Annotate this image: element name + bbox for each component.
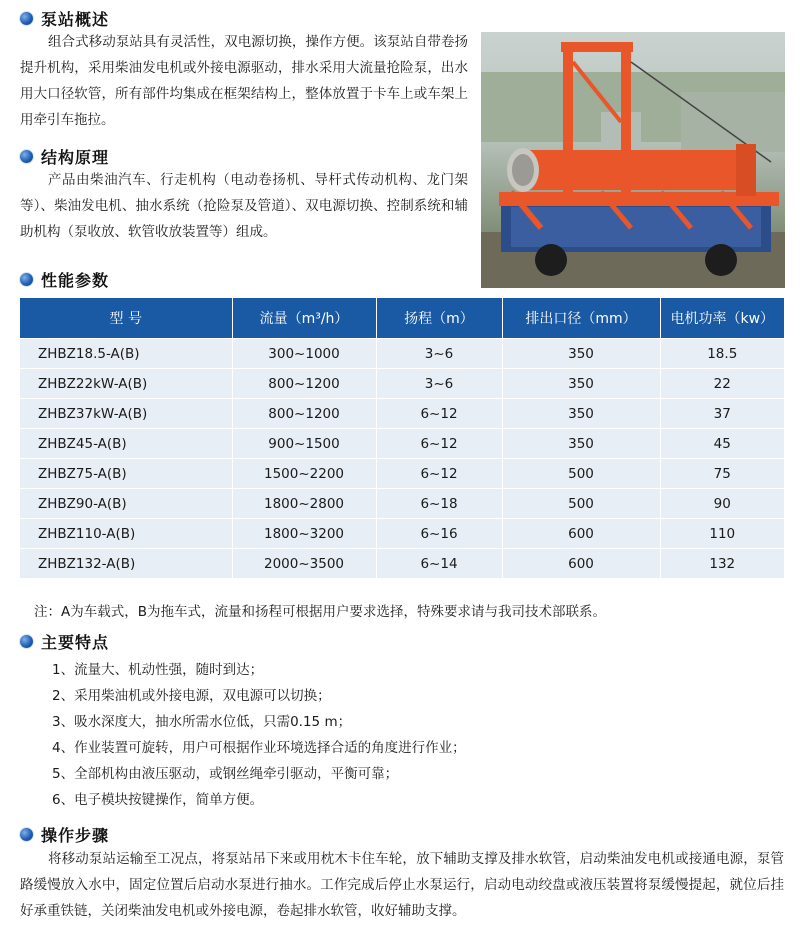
section-bullet-icon (20, 828, 33, 841)
header-flow: 流量（m³/h） (232, 298, 376, 339)
table-header-row (20, 298, 784, 339)
cell-power: 37 (660, 399, 784, 429)
header-head: 扬程（m） (376, 298, 502, 339)
cell-model: ZHBZ90-A(B) (20, 489, 232, 519)
cell-power: 75 (660, 459, 784, 489)
table-row (20, 339, 784, 369)
header-power: 电机功率（kw） (670, 311, 775, 327)
cell-flow: 2000~3500 (232, 549, 376, 579)
cell-head: 6~12 (376, 429, 502, 459)
cell-head: 3~6 (376, 339, 502, 369)
overview-heading (20, 7, 109, 30)
table-row (20, 519, 784, 549)
header-outlet: 排出口径（mm） (502, 298, 660, 339)
feature-item: 3、吸水深度大，抽水所需水位低，只需0.15 m； (52, 714, 352, 730)
cell-model: ZHBZ110-A(B) (20, 519, 232, 549)
cell-outlet: 350 (502, 429, 660, 459)
section-bullet-icon (20, 150, 33, 163)
section-bullet-icon (20, 273, 33, 286)
header-model: 型 号 (20, 298, 232, 339)
features-heading (20, 630, 109, 653)
cell-flow: 800~1200 (232, 399, 376, 429)
overview-text: 组合式移动泵站具有灵活性，双电源切换，操作方便。该泵站自带卷扬提升机构，采用柴油发电机或外接电源驱动，排水采用大流量抢险泵，出水用大口径软管，所有部件均集成在框架结构上，整体放置于卡车上或车架上用牵引车拖拉。 (20, 34, 468, 128)
table-row (20, 369, 784, 399)
cell-outlet: 600 (502, 549, 660, 579)
table-row (20, 429, 784, 459)
table-row (20, 489, 784, 519)
cell-power: 18.5 (660, 339, 784, 369)
cell-model: ZHBZ22kW-A(B) (20, 369, 232, 399)
cell-model: ZHBZ37kW-A(B) (20, 399, 232, 429)
cell-flow: 1800~2800 (232, 489, 376, 519)
cell-head: 6~18 (376, 489, 502, 519)
cell-power: 22 (660, 369, 784, 399)
section-bullet-icon (20, 12, 33, 25)
cell-head: 3~6 (376, 369, 502, 399)
feature-item: 2、采用柴油机或外接电源，双电源可以切换； (52, 688, 331, 704)
cell-outlet: 350 (502, 369, 660, 399)
structure-text: 产品由柴油汽车、行走机构（电动卷扬机、导杆式传动机构、龙门架等）、柴油发电机、抽水系统（抢险泵及管道）、双电源切换、控制系统和辅助机构（泵收放、软管收放装置等）组成。 (20, 172, 468, 240)
cell-power: 132 (660, 549, 784, 579)
structure-title: 结构原理 (41, 148, 110, 167)
performance-title: 性能参数 (41, 271, 110, 290)
cell-head: 6~16 (376, 519, 502, 549)
cell-flow: 800~1200 (232, 369, 376, 399)
cell-outlet: 500 (502, 489, 660, 519)
cell-head: 6~14 (376, 549, 502, 579)
operation-heading (20, 823, 109, 846)
cell-outlet: 350 (502, 339, 660, 369)
overview-title: 泵站概述 (41, 10, 110, 29)
cell-flow: 1500~2200 (232, 459, 376, 489)
cell-flow: 1800~3200 (232, 519, 376, 549)
feature-item: 6、电子模块按键操作，简单方便。 (52, 792, 264, 808)
cell-model: ZHBZ18.5-A(B) (20, 339, 232, 369)
feature-item: 4、作业装置可旋转，用户可根据作业环境选择合适的角度进行作业； (52, 740, 466, 756)
cell-power: 45 (660, 429, 784, 459)
feature-item: 5、全部机构由液压驱动，或钢丝绳牵引驱动，平衡可靠； (52, 766, 399, 782)
operation-title: 操作步骤 (41, 826, 110, 845)
section-bullet-icon (20, 635, 33, 648)
cell-power: 90 (660, 489, 784, 519)
table-note: 注：A为车载式，B为拖车式，流量和扬程可根据用户要求选择，特殊要求请与我司技术部联系。 (34, 604, 606, 620)
feature-item: 1、流量大、机动性强，随时到达； (52, 662, 264, 678)
cell-outlet: 600 (502, 519, 660, 549)
table-row (20, 459, 784, 489)
cell-model: ZHBZ45-A(B) (20, 429, 232, 459)
features-title: 主要特点 (41, 633, 110, 652)
pump-station-photo (481, 32, 785, 288)
cell-head: 6~12 (376, 399, 502, 429)
table-row (20, 549, 784, 579)
cell-model: ZHBZ75-A(B) (20, 459, 232, 489)
performance-heading (20, 268, 109, 291)
operation-text: 将移动泵站运输至工况点，将泵站吊下来或用枕木卡住车轮，放下辅助支撑及排水软管，启动柴油发电机或接通电源，泵管路缓慢放入水中，固定位置后启动水泵进行抽水。工作完成后停止水泵运行，启动电动绞盘或液压装置将泵缓慢提起，就位后挂好承重铁链，关闭柴油发电机或外接电源，卷起排水软管，收好辅助支撑。 (20, 851, 784, 919)
cell-outlet: 350 (502, 399, 660, 429)
table-row (20, 399, 784, 429)
cell-power: 110 (660, 519, 784, 549)
performance-table (20, 298, 784, 578)
cell-outlet: 500 (502, 459, 660, 489)
cell-flow: 900~1500 (232, 429, 376, 459)
cell-flow: 300~1000 (232, 339, 376, 369)
pump-station-illustration (481, 32, 785, 288)
cell-head: 6~12 (376, 459, 502, 489)
cell-model: ZHBZ132-A(B) (20, 549, 232, 579)
structure-heading (20, 145, 109, 168)
